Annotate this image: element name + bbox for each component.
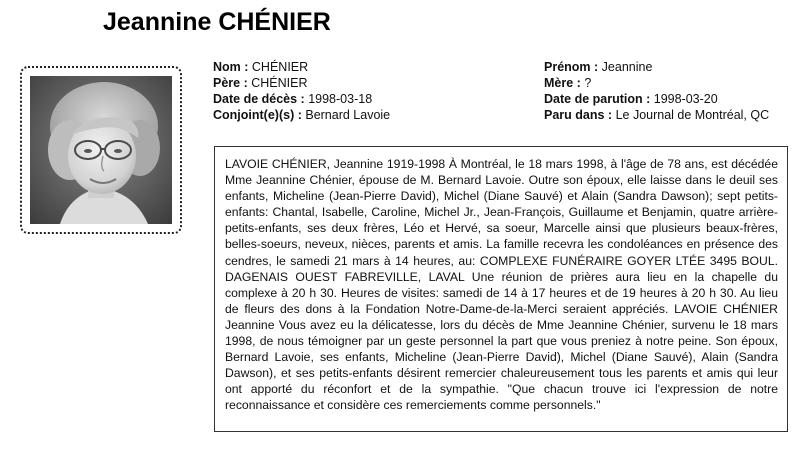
- detail-label: Paru dans :: [544, 108, 613, 122]
- detail-value: Bernard Lavoie: [305, 108, 391, 122]
- page-title: Jeannine CHÉNIER: [103, 8, 331, 36]
- detail-value: CHÉNIER: [251, 60, 309, 74]
- detail-label: Date de décès :: [213, 92, 305, 106]
- detail-label: Prénom :: [544, 60, 599, 74]
- detail-value: CHÉNIER: [251, 76, 308, 90]
- detail-value: Le Journal de Montréal, QC: [615, 108, 770, 122]
- details-right: [544, 59, 769, 123]
- obituary-notice: LAVOIE CHÉNIER, Jeannine 1919-1998 À Montréal, le 18 mars 1998, à l'âge de 78 ans, est décédée Mme Jeannine Chénier, épouse de M. Bernard Lavoie. Outre son époux, elle laisse dans le deuil ses enfants, Micheline (Jean-Pierre David), Michel (Diane Sauvé) et Alain (Sandra Dawson); sept petits-enfants: Chantal, Isabelle, Caroline, Michel Jr., Jean-François, Guillaume et Benjamin, quatre arrière-petits-enfants, ses deux frères, Léo et Hervé, sa soeur, Marcelle ainsi que plusieurs beaux-frères, belles-soeurs, neveux, nièces, parents et amis. La famille recevra les condoléances en présence des cendres, le samedi 21 mars à 14 heures, au: COMPLEXE FUNÉRAIRE GOYER LTÉE 3495 BOUL. DAGENAIS OUEST FABREVILLE, LAVAL Une réunion de prières aura lieu en la chapelle du complexe à 20 h 30. Heures de visites: samedi de 14 à 17 heures et de 19 heures à 20 h 30. Au lieu de fleurs des dons à la Fondation Notre-Dame-de-la-Merci seraient appréciés. LAVOIE CHÉNIER Jeannine Vous avez eu la délicatesse, lors du décès de Mme Jeannine Chénier, survenu le 18 mars 1998, de nous témoigner par un geste personnel la part que vous preniez à notre peine. Son époux, Bernard Lavoie, ses enfants, Micheline (Jean-Pierre David), Michel (Diane Sauvé), Alain (Sandra Dawson), et ses petits-enfants désirent remercier chaleureusement tous les parents et amis qui leur ont apporté du réconfort et de la sympathie. "Que chacun trouve ici l'expression de notre reconnaissance et considère ces remerciements comme personnels.": [214, 146, 788, 432]
- detail-row-prenom: [544, 59, 769, 75]
- detail-label: Nom :: [213, 60, 249, 74]
- detail-value: 1998-03-18: [308, 92, 373, 106]
- detail-value: ?: [584, 76, 592, 90]
- detail-row-date-parution: [544, 91, 769, 107]
- details-left: [213, 59, 390, 123]
- portrait-photo: [30, 76, 172, 224]
- detail-row-conjoint: [213, 107, 390, 123]
- detail-value: Jeannine: [601, 60, 653, 74]
- detail-label: Mère :: [544, 76, 581, 90]
- photo-frame: [20, 66, 182, 234]
- detail-label: Père :: [213, 76, 248, 90]
- detail-row-pere: [213, 75, 390, 91]
- detail-label: Date de parution :: [544, 92, 651, 106]
- detail-value: 1998-03-20: [653, 92, 718, 106]
- detail-label: Conjoint(e)(s) :: [213, 108, 302, 122]
- detail-row-paru-dans: [544, 107, 769, 123]
- detail-row-mere: [544, 75, 769, 91]
- detail-row-nom: [213, 59, 390, 75]
- detail-row-date-deces: [213, 91, 390, 107]
